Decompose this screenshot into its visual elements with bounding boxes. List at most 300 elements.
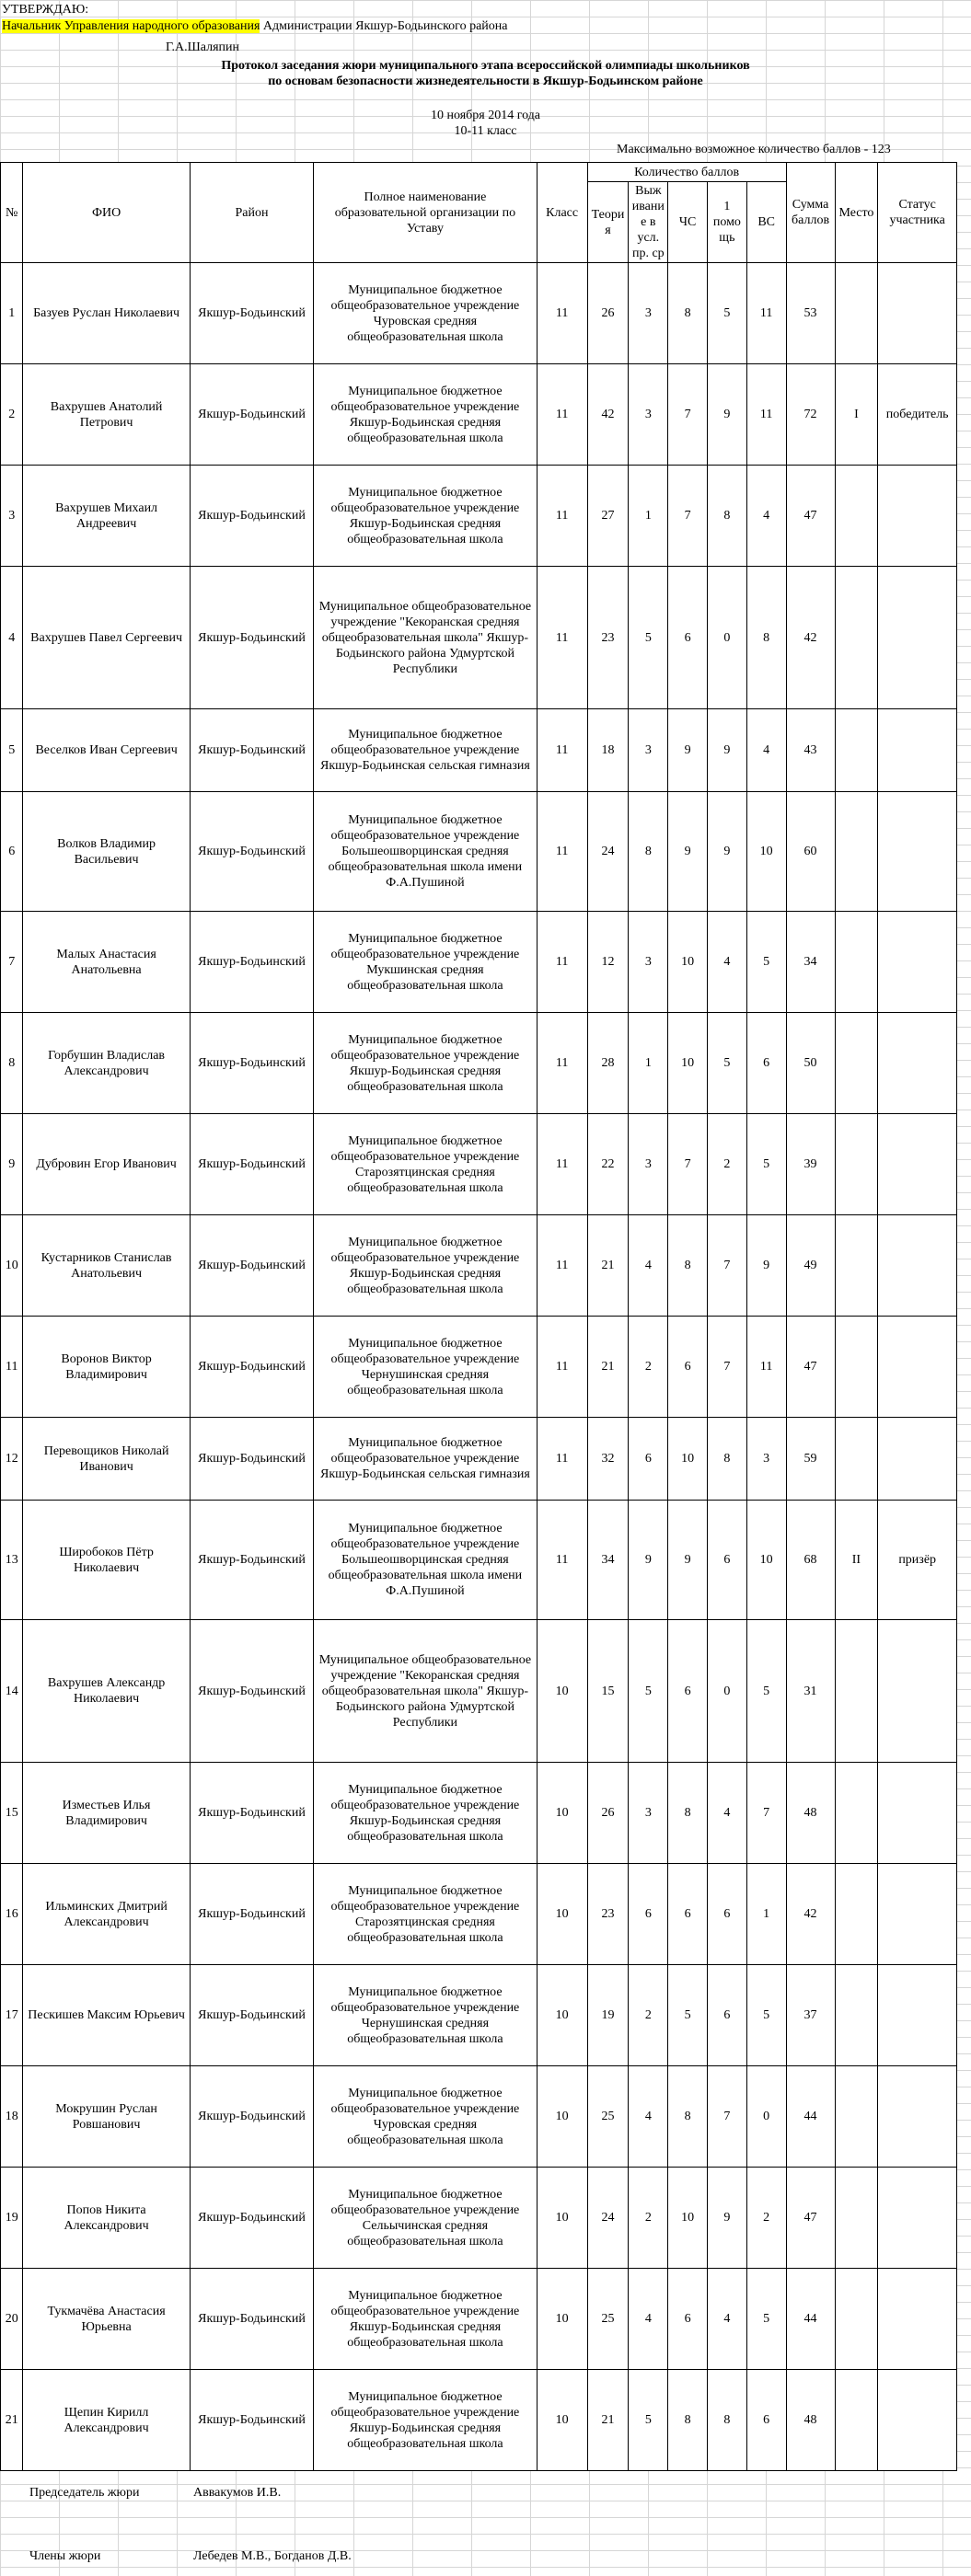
cell-first-aid: 6 — [708, 1965, 747, 2066]
cell-org: Муниципальное бюджетное общеобразовательное учреждение Чернушинская средняя общеобразовательная школа — [314, 1965, 537, 2066]
cell-theory: 21 — [587, 2370, 629, 2471]
approver-position-rest: Администрации Якшур-Бодьинского района — [262, 19, 508, 33]
cell-status — [878, 1013, 957, 1114]
col-header-district: Район — [190, 163, 313, 263]
cell-first-aid: 0 — [708, 567, 747, 709]
cell-class: 10 — [537, 2370, 587, 2471]
cell-org: Муниципальное бюджетное общеобразовательное учреждение Мукшинская средняя общеобразовательная школа — [314, 912, 537, 1013]
approver-position — [2, 18, 508, 35]
cell-num: 10 — [1, 1215, 23, 1317]
cell-org: Муниципальное бюджетное общеобразовательное учреждение Якшур-Бодьинская средняя общеобразовательная школа — [314, 2269, 537, 2370]
cell-survival: 3 — [629, 912, 668, 1013]
cell-first-aid: 5 — [708, 1013, 747, 1114]
cell-place: II — [835, 1501, 878, 1620]
cell-district: Якшур-Бодьинский — [190, 1317, 313, 1418]
cell-first-aid: 4 — [708, 2269, 747, 2370]
cell-total: 42 — [786, 567, 835, 709]
cell-district: Якшур-Бодьинский — [190, 709, 313, 792]
cell-total: 39 — [786, 1114, 835, 1215]
cell-class: 11 — [537, 1114, 587, 1215]
col-header-survival: Выживание в усл. пр. ср — [629, 182, 668, 263]
cell-fio: Волков Владимир Васильевич — [23, 792, 190, 912]
cell-district: Якшур-Бодьинский — [190, 364, 313, 466]
cell-first-aid: 9 — [708, 709, 747, 792]
cell-first-aid: 4 — [708, 912, 747, 1013]
cell-place — [835, 792, 878, 912]
cell-total: 34 — [786, 912, 835, 1013]
cell-vs: 5 — [746, 2269, 786, 2370]
cell-num: 15 — [1, 1763, 23, 1864]
cell-theory: 22 — [587, 1114, 629, 1215]
cell-class: 11 — [537, 466, 587, 567]
table-row — [1, 792, 957, 912]
cell-theory: 32 — [587, 1418, 629, 1501]
cell-cs: 6 — [668, 1620, 708, 1763]
cell-org: Муниципальное бюджетное общеобразовательное учреждение Чуровская средняя общеобразовательная школа — [314, 263, 537, 364]
cell-place — [835, 466, 878, 567]
cell-class: 11 — [537, 567, 587, 709]
cell-district: Якшур-Бодьинский — [190, 263, 313, 364]
cell-survival: 3 — [629, 364, 668, 466]
cell-theory: 24 — [587, 2168, 629, 2269]
cell-fio: Дубровин Егор Иванович — [23, 1114, 190, 1215]
cell-cs: 10 — [668, 2168, 708, 2269]
cell-status — [878, 912, 957, 1013]
cell-total: 72 — [786, 364, 835, 466]
col-header-fio: ФИО — [23, 163, 190, 263]
cell-num: 21 — [1, 2370, 23, 2471]
cell-fio: Щепин Кирилл Александрович — [23, 2370, 190, 2471]
cell-status — [878, 2370, 957, 2471]
cell-cs: 8 — [668, 1215, 708, 1317]
cell-cs: 8 — [668, 263, 708, 364]
approver-signer: Г.А.Шаляпин — [166, 40, 239, 54]
cell-vs: 6 — [746, 2370, 786, 2471]
cell-place — [835, 1763, 878, 1864]
cell-district: Якшур-Бодьинский — [190, 2370, 313, 2471]
cell-num: 1 — [1, 263, 23, 364]
col-header-cs: ЧС — [668, 182, 708, 263]
cell-theory: 25 — [587, 2066, 629, 2168]
cell-theory: 15 — [587, 1620, 629, 1763]
table-row — [1, 1215, 957, 1317]
cell-org: Муниципальное бюджетное общеобразовательное учреждение Сельычинская средняя общеобразовательная школа — [314, 2168, 537, 2269]
cell-status: победитель — [878, 364, 957, 466]
cell-first-aid: 9 — [708, 2168, 747, 2269]
cell-status — [878, 1418, 957, 1501]
cell-vs: 11 — [746, 1317, 786, 1418]
cell-cs: 9 — [668, 792, 708, 912]
cell-first-aid: 5 — [708, 263, 747, 364]
table-row — [1, 912, 957, 1013]
cell-first-aid: 6 — [708, 1864, 747, 1965]
cell-fio: Изместьев Илья Владимирович — [23, 1763, 190, 1864]
cell-survival: 2 — [629, 2168, 668, 2269]
cell-total: 42 — [786, 1864, 835, 1965]
cell-cs: 6 — [668, 1317, 708, 1418]
cell-class: 11 — [537, 709, 587, 792]
cell-org: Муниципальное бюджетное общеобразовательное учреждение Старозятцинская средняя общеобразовательная школа — [314, 1864, 537, 1965]
cell-total: 59 — [786, 1418, 835, 1501]
cell-cs: 9 — [668, 709, 708, 792]
cell-district: Якшур-Бодьинский — [190, 1215, 313, 1317]
cell-district: Якшур-Бодьинский — [190, 1620, 313, 1763]
cell-status — [878, 1763, 957, 1864]
cell-place — [835, 709, 878, 792]
cell-fio: Вахрушев Михаил Андреевич — [23, 466, 190, 567]
cell-survival: 5 — [629, 1620, 668, 1763]
cell-status — [878, 792, 957, 912]
table-row — [1, 1418, 957, 1501]
cell-place — [835, 1965, 878, 2066]
cell-first-aid: 9 — [708, 364, 747, 466]
cell-place — [835, 2066, 878, 2168]
cell-fio: Малых Анастасия Анатольевна — [23, 912, 190, 1013]
cell-fio: Широбоков Пётр Николаевич — [23, 1501, 190, 1620]
cell-cs: 6 — [668, 1864, 708, 1965]
cell-org: Муниципальное бюджетное общеобразовательное учреждение Чернушинская средняя общеобразовательная школа — [314, 1317, 537, 1418]
cell-district: Якшур-Бодьинский — [190, 792, 313, 912]
col-header-theory: Теория — [587, 182, 629, 263]
cell-fio: Горбушин Владислав Александрович — [23, 1013, 190, 1114]
cell-class: 10 — [537, 1620, 587, 1763]
cell-cs: 10 — [668, 912, 708, 1013]
cell-place — [835, 567, 878, 709]
table-row — [1, 1864, 957, 1965]
cell-place — [835, 1215, 878, 1317]
cell-class: 10 — [537, 1763, 587, 1864]
cell-vs: 4 — [746, 466, 786, 567]
cell-status — [878, 1864, 957, 1965]
cell-vs: 2 — [746, 2168, 786, 2269]
cell-org: Муниципальное бюджетное общеобразовательное учреждение Большеошворцинская средняя общеобразовательная школа имени Ф.А.Пушиной — [314, 1501, 537, 1620]
col-header-num: № — [1, 163, 23, 263]
cell-first-aid: 2 — [708, 1114, 747, 1215]
cell-total: 53 — [786, 263, 835, 364]
cell-num: 9 — [1, 1114, 23, 1215]
cell-num: 7 — [1, 912, 23, 1013]
cell-first-aid: 8 — [708, 1418, 747, 1501]
cell-theory: 21 — [587, 1317, 629, 1418]
cell-vs: 0 — [746, 2066, 786, 2168]
cell-cs: 7 — [668, 1114, 708, 1215]
cell-district: Якшур-Бодьинский — [190, 1013, 313, 1114]
cell-status — [878, 263, 957, 364]
cell-first-aid: 4 — [708, 1763, 747, 1864]
cell-org: Муниципальное бюджетное общеобразовательное учреждение Большеошворцинская средняя общеобразовательная школа имени Ф.А.Пушиной — [314, 792, 537, 912]
cell-survival: 3 — [629, 1763, 668, 1864]
cell-vs: 5 — [746, 1114, 786, 1215]
protocol-date: 10 ноября 2014 года — [430, 109, 541, 122]
cell-total: 44 — [786, 2066, 835, 2168]
cell-total: 47 — [786, 1317, 835, 1418]
cell-status — [878, 2269, 957, 2370]
cell-place — [835, 912, 878, 1013]
max-score-note: Максимально возможное количество баллов - 123 — [617, 143, 891, 156]
cell-total: 47 — [786, 466, 835, 567]
cell-num: 11 — [1, 1317, 23, 1418]
cell-district: Якшур-Бодьинский — [190, 567, 313, 709]
cell-survival: 1 — [629, 466, 668, 567]
cell-class: 11 — [537, 1501, 587, 1620]
cell-survival: 4 — [629, 1215, 668, 1317]
cell-survival: 8 — [629, 792, 668, 912]
cell-num: 18 — [1, 2066, 23, 2168]
cell-status — [878, 1114, 957, 1215]
cell-theory: 34 — [587, 1501, 629, 1620]
cell-org: Муниципальное бюджетное общеобразовательное учреждение Якшур-Бодьинская средняя общеобразовательная школа — [314, 2370, 537, 2471]
cell-class: 10 — [537, 2168, 587, 2269]
cell-num: 4 — [1, 567, 23, 709]
cell-status — [878, 567, 957, 709]
cell-org: Муниципальное бюджетное общеобразовательное учреждение Якшур-Бодьинская средняя общеобразовательная школа — [314, 1013, 537, 1114]
cell-district: Якшур-Бодьинский — [190, 1763, 313, 1864]
cell-vs: 1 — [746, 1864, 786, 1965]
cell-survival: 1 — [629, 1013, 668, 1114]
cell-survival: 5 — [629, 2370, 668, 2471]
cell-org: Муниципальное бюджетное общеобразовательное учреждение Старозятцинская средняя общеобразовательная школа — [314, 1114, 537, 1215]
cell-survival: 5 — [629, 567, 668, 709]
col-header-total: Сумма баллов — [786, 163, 835, 263]
cell-first-aid: 8 — [708, 466, 747, 567]
cell-survival: 3 — [629, 709, 668, 792]
cell-total: 43 — [786, 709, 835, 792]
cell-theory: 42 — [587, 364, 629, 466]
cell-total: 48 — [786, 1763, 835, 1864]
cell-org: Муниципальное бюджетное общеобразовательное учреждение Якшур-Бодьинская сельская гимназия — [314, 1418, 537, 1501]
cell-survival: 3 — [629, 1114, 668, 1215]
cell-vs: 11 — [746, 364, 786, 466]
cell-theory: 19 — [587, 1965, 629, 2066]
cell-survival: 9 — [629, 1501, 668, 1620]
table-row — [1, 1114, 957, 1215]
cell-class: 10 — [537, 2066, 587, 2168]
cell-class: 11 — [537, 912, 587, 1013]
cell-class: 11 — [537, 1317, 587, 1418]
cell-fio: Воронов Виктор Владимирович — [23, 1317, 190, 1418]
table-row — [1, 1317, 957, 1418]
cell-fio: Кустарников Станислав Анатольевич — [23, 1215, 190, 1317]
cell-place — [835, 2269, 878, 2370]
cell-place — [835, 1013, 878, 1114]
cell-cs: 10 — [668, 1013, 708, 1114]
cell-class: 10 — [537, 1965, 587, 2066]
cell-org: Муниципальное бюджетное общеобразовательное учреждение Якшур-Бодьинская средняя общеобразовательная школа — [314, 1763, 537, 1864]
cell-num: 20 — [1, 2269, 23, 2370]
cell-district: Якшур-Бодьинский — [190, 2269, 313, 2370]
cell-survival: 2 — [629, 1317, 668, 1418]
cell-vs: 7 — [746, 1763, 786, 1864]
col-header-place: Место — [835, 163, 878, 263]
cell-place — [835, 2168, 878, 2269]
cell-total: 68 — [786, 1501, 835, 1620]
cell-survival: 6 — [629, 1864, 668, 1965]
table-row — [1, 2370, 957, 2471]
approver-position-highlight: Начальник Управления народного образования — [2, 19, 260, 33]
cell-total: 60 — [786, 792, 835, 912]
approve-label: УТВЕРЖДАЮ: — [2, 3, 89, 17]
cell-cs: 8 — [668, 2066, 708, 2168]
cell-total: 48 — [786, 2370, 835, 2471]
table-row — [1, 1501, 957, 1620]
cell-survival: 4 — [629, 2269, 668, 2370]
table-row — [1, 1763, 957, 1864]
cell-fio: Пескишев Максим Юрьевич — [23, 1965, 190, 2066]
cell-status: призёр — [878, 1501, 957, 1620]
cell-fio: Веселков Иван Сергеевич — [23, 709, 190, 792]
cell-fio: Вахрушев Александр Николаевич — [23, 1620, 190, 1763]
cell-num: 14 — [1, 1620, 23, 1763]
results-table — [0, 162, 957, 2471]
cell-org: Муниципальное бюджетное общеобразовательное учреждение Якшур-Бодьинская средняя общеобразовательная школа — [314, 1215, 537, 1317]
col-header-status: Статус участника — [878, 163, 957, 263]
members-names: Лебедев М.В., Богданов Д.В. — [193, 2549, 352, 2563]
table-row — [1, 1965, 957, 2066]
cell-place — [835, 1114, 878, 1215]
cell-vs: 5 — [746, 1965, 786, 2066]
cell-place — [835, 2370, 878, 2471]
cell-class: 11 — [537, 263, 587, 364]
chair-label: Председатель жюри — [29, 2486, 140, 2500]
cell-org: Муниципальное бюджетное общеобразовательное учреждение Якшур-Бодьинская сельская гимназия — [314, 709, 537, 792]
cell-district: Якшур-Бодьинский — [190, 1114, 313, 1215]
col-header-class: Класс — [537, 163, 587, 263]
table-row — [1, 364, 957, 466]
cell-place: I — [835, 364, 878, 466]
cell-class: 10 — [537, 2269, 587, 2370]
cell-num: 6 — [1, 792, 23, 912]
cell-district: Якшур-Бодьинский — [190, 1418, 313, 1501]
cell-cs: 7 — [668, 364, 708, 466]
cell-survival: 6 — [629, 1418, 668, 1501]
cell-class: 11 — [537, 1418, 587, 1501]
col-header-org: Полное наименование образовательной организации по Уставу — [314, 163, 537, 263]
cell-survival: 2 — [629, 1965, 668, 2066]
cell-theory: 25 — [587, 2269, 629, 2370]
cell-vs: 8 — [746, 567, 786, 709]
cell-place — [835, 263, 878, 364]
table-row — [1, 263, 957, 364]
cell-first-aid: 7 — [708, 1317, 747, 1418]
cell-num: 3 — [1, 466, 23, 567]
cell-survival: 3 — [629, 263, 668, 364]
cell-place — [835, 1620, 878, 1763]
cell-cs: 6 — [668, 567, 708, 709]
cell-fio: Вахрушев Анатолий Петрович — [23, 364, 190, 466]
cell-place — [835, 1418, 878, 1501]
cell-fio: Вахрушев Павел Сергеевич — [23, 567, 190, 709]
cell-total: 50 — [786, 1013, 835, 1114]
table-row — [1, 1013, 957, 1114]
cell-org: Муниципальное бюджетное общеобразовательное учреждение Якшур-Бодьинская средняя общеобразовательная школа — [314, 466, 537, 567]
cell-num: 12 — [1, 1418, 23, 1501]
col-header-scores-group: Количество баллов — [587, 163, 786, 182]
cell-org: Муниципальное общеобразовательное учреждение "Кекоранская средняя общеобразовательная школа" Якшур-Бодьинского района Удмуртской Республики — [314, 567, 537, 709]
cell-total: 37 — [786, 1965, 835, 2066]
cell-vs: 3 — [746, 1418, 786, 1501]
cell-fio: Ильминских Дмитрий Александрович — [23, 1864, 190, 1965]
cell-total: 44 — [786, 2269, 835, 2370]
cell-fio: Перевощиков Николай Иванович — [23, 1418, 190, 1501]
col-header-vs: ВС — [746, 182, 786, 263]
cell-survival: 4 — [629, 2066, 668, 2168]
cell-vs: 9 — [746, 1215, 786, 1317]
cell-district: Якшур-Бодьинский — [190, 912, 313, 1013]
cell-vs: 11 — [746, 263, 786, 364]
cell-org: Муниципальное бюджетное общеобразовательное учреждение Якшур-Бодьинская средняя общеобразовательная школа — [314, 364, 537, 466]
cell-cs: 6 — [668, 2269, 708, 2370]
cell-org: Муниципальное бюджетное общеобразовательное учреждение Чуровская средняя общеобразовательная школа — [314, 2066, 537, 2168]
table-row — [1, 2168, 957, 2269]
cell-total: 49 — [786, 1215, 835, 1317]
cell-cs: 8 — [668, 1763, 708, 1864]
cell-theory: 23 — [587, 567, 629, 709]
cell-cs: 8 — [668, 2370, 708, 2471]
cell-fio: Мокрушин Руслан Ровшанович — [23, 2066, 190, 2168]
cell-district: Якшур-Бодьинский — [190, 1965, 313, 2066]
cell-org: Муниципальное общеобразовательное учреждение "Кекоранская средняя общеобразовательная школа" Якшур-Бодьинского района Удмуртской Республики — [314, 1620, 537, 1763]
cell-district: Якшур-Бодьинский — [190, 1501, 313, 1620]
cell-vs: 6 — [746, 1013, 786, 1114]
cell-place — [835, 1317, 878, 1418]
cell-first-aid: 8 — [708, 2370, 747, 2471]
cell-status — [878, 2066, 957, 2168]
cell-vs: 5 — [746, 912, 786, 1013]
cell-num: 16 — [1, 1864, 23, 1965]
table-row — [1, 466, 957, 567]
cell-theory: 28 — [587, 1013, 629, 1114]
cell-theory: 23 — [587, 1864, 629, 1965]
protocol-title-line1: Протокол заседания жюри муниципального этапа всероссийской олимпиады школьников — [221, 59, 750, 73]
cell-cs: 10 — [668, 1418, 708, 1501]
cell-first-aid: 9 — [708, 792, 747, 912]
cell-theory: 24 — [587, 792, 629, 912]
cell-vs: 10 — [746, 792, 786, 912]
cell-status — [878, 1620, 957, 1763]
cell-class: 11 — [537, 364, 587, 466]
cell-num: 13 — [1, 1501, 23, 1620]
cell-first-aid: 0 — [708, 1620, 747, 1763]
cell-district: Якшур-Бодьинский — [190, 2066, 313, 2168]
cell-status — [878, 1965, 957, 2066]
cell-fio: Попов Никита Александрович — [23, 2168, 190, 2269]
cell-status — [878, 1317, 957, 1418]
cell-first-aid: 6 — [708, 1501, 747, 1620]
cell-total: 47 — [786, 2168, 835, 2269]
table-row — [1, 709, 957, 792]
cell-cs: 7 — [668, 466, 708, 567]
cell-vs: 4 — [746, 709, 786, 792]
members-label: Члены жюри — [29, 2549, 101, 2563]
cell-class: 11 — [537, 792, 587, 912]
cell-cs: 9 — [668, 1501, 708, 1620]
cell-theory: 12 — [587, 912, 629, 1013]
cell-vs: 10 — [746, 1501, 786, 1620]
cell-num: 5 — [1, 709, 23, 792]
cell-theory: 18 — [587, 709, 629, 792]
cell-status — [878, 1215, 957, 1317]
cell-district: Якшур-Бодьинский — [190, 2168, 313, 2269]
cell-status — [878, 466, 957, 567]
chair-name: Аввакумов И.В. — [193, 2486, 282, 2500]
table-row — [1, 1620, 957, 1763]
cell-first-aid: 7 — [708, 2066, 747, 2168]
cell-theory: 27 — [587, 466, 629, 567]
cell-first-aid: 7 — [708, 1215, 747, 1317]
cell-class: 10 — [537, 1864, 587, 1965]
cell-class: 11 — [537, 1215, 587, 1317]
cell-class: 11 — [537, 1013, 587, 1114]
